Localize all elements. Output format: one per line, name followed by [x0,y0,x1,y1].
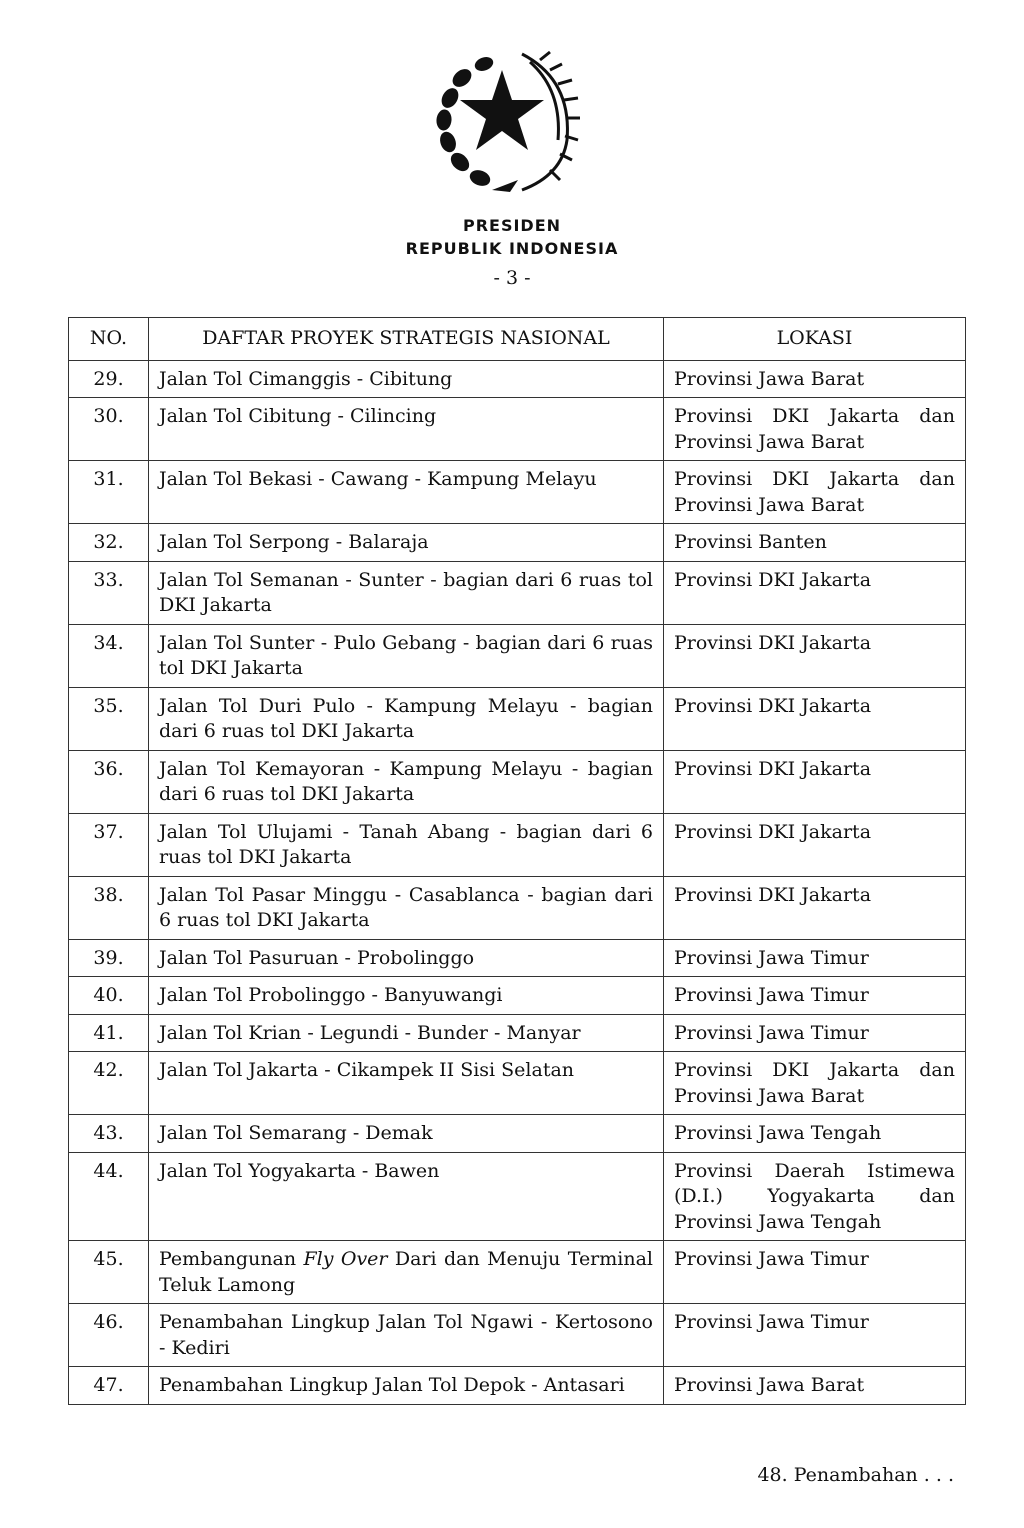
project-location: Provinsi DKI Jakarta [664,624,966,687]
project-table [68,317,966,1405]
table-row [69,561,966,624]
page-number: - 3 - [493,267,531,289]
project-location: Provinsi DKI Jakarta [664,876,966,939]
table-row [69,1152,966,1241]
project-name: Jalan Tol Bekasi - Cawang - Kampung Melayu [149,461,664,524]
table-row [69,750,966,813]
project-name: Jalan Tol Kemayoran - Kampung Melayu - bagian dari 6 ruas tol DKI Jakarta [149,750,664,813]
table-row [69,1014,966,1052]
project-name: Jalan Tol Cimanggis - Cibitung [149,360,664,398]
project-location: Provinsi Jawa Timur [664,977,966,1015]
table-row [69,687,966,750]
project-location: Provinsi DKI Jakarta [664,813,966,876]
table-row [69,624,966,687]
project-name: Jalan Tol Sunter - Pulo Gebang - bagian dari 6 ruas tol DKI Jakarta [149,624,664,687]
table-header-row [69,318,966,361]
table-row [69,1115,966,1153]
project-name [149,1241,664,1304]
table-row [69,461,966,524]
row-number: 30. [69,398,149,461]
project-name: Jalan Tol Pasuruan - Probolinggo [149,939,664,977]
project-location: Provinsi Banten [664,524,966,562]
project-location: Provinsi Daerah Istimewa (D.I.) Yogyakarta dan Provinsi Jawa Tengah [664,1152,966,1241]
project-location: Provinsi Jawa Tengah [664,1115,966,1153]
project-name: Jalan Tol Probolinggo - Banyuwangi [149,977,664,1015]
header-title-republik: REPUBLIK INDONESIA [405,239,619,258]
row-number: 32. [69,524,149,562]
table-row [69,360,966,398]
column-header-no: NO. [69,318,149,361]
project-location: Provinsi Jawa Barat [664,1367,966,1405]
project-location: Provinsi DKI Jakarta [664,750,966,813]
row-number: 35. [69,687,149,750]
project-location: Provinsi Jawa Barat [664,360,966,398]
project-name: Jalan Tol Semarang - Demak [149,1115,664,1153]
row-number: 34. [69,624,149,687]
row-number: 36. [69,750,149,813]
row-number: 40. [69,977,149,1015]
garuda-star-emblem-icon [422,40,582,200]
project-name-italic-part: Fly Over [303,1248,388,1270]
project-location: Provinsi Jawa Timur [664,939,966,977]
row-number: 38. [69,876,149,939]
project-name: Penambahan Lingkup Jalan Tol Depok - Antasari [149,1367,664,1405]
project-name: Jalan Tol Pasar Minggu - Casablanca - bagian dari 6 ruas tol DKI Jakarta [149,876,664,939]
project-name: Jalan Tol Cibitung - Cilincing [149,398,664,461]
table-row [69,813,966,876]
project-name: Jalan Tol Duri Pulo - Kampung Melayu - bagian dari 6 ruas tol DKI Jakarta [149,687,664,750]
table-row [69,1241,966,1304]
project-name: Jalan Tol Yogyakarta - Bawen [149,1152,664,1241]
project-location: Provinsi DKI Jakarta [664,687,966,750]
row-number: 41. [69,1014,149,1052]
project-name-part: Pembangunan [159,1248,304,1270]
table-row [69,977,966,1015]
row-number: 29. [69,360,149,398]
column-header-location: LOKASI [664,318,966,361]
project-location: Provinsi Jawa Timur [664,1014,966,1052]
row-number: 39. [69,939,149,977]
project-name: Jalan Tol Semanan - Sunter - bagian dari 6 ruas tol DKI Jakarta [149,561,664,624]
project-name: Jalan Tol Krian - Legundi - Bunder - Manyar [149,1014,664,1052]
row-number: 42. [69,1052,149,1115]
table-row [69,1052,966,1115]
row-number: 31. [69,461,149,524]
project-name: Jalan Tol Jakarta - Cikampek II Sisi Selatan [149,1052,664,1115]
row-number: 33. [69,561,149,624]
row-number: 45. [69,1241,149,1304]
project-name: Jalan Tol Serpong - Balaraja [149,524,664,562]
project-location: Provinsi DKI Jakarta dan Provinsi Jawa Barat [664,1052,966,1115]
table-row [69,876,966,939]
table-row [69,398,966,461]
header-title-presiden: PRESIDEN [462,216,562,235]
project-name: Jalan Tol Ulujami - Tanah Abang - bagian dari 6 ruas tol DKI Jakarta [149,813,664,876]
row-number: 37. [69,813,149,876]
row-number: 47. [69,1367,149,1405]
project-location: Provinsi DKI Jakarta [664,561,966,624]
project-name: Penambahan Lingkup Jalan Tol Ngawi - Kertosono - Kediri [149,1304,664,1367]
project-location: Provinsi DKI Jakarta dan Provinsi Jawa Barat [664,398,966,461]
table-row [69,1304,966,1367]
project-location: Provinsi Jawa Timur [664,1304,966,1367]
continuation-note: 48. Penambahan . . . [757,1464,954,1486]
row-number: 46. [69,1304,149,1367]
project-name-part: Dari dan Menuju Terminal Teluk Lamong [159,1248,654,1296]
row-number: 44. [69,1152,149,1241]
project-location: Provinsi Jawa Timur [664,1241,966,1304]
table-row [69,939,966,977]
column-header-project: DAFTAR PROYEK STRATEGIS NASIONAL [149,318,664,361]
table-row [69,1367,966,1405]
project-location: Provinsi DKI Jakarta dan Provinsi Jawa Barat [664,461,966,524]
row-number: 43. [69,1115,149,1153]
table-row [69,524,966,562]
